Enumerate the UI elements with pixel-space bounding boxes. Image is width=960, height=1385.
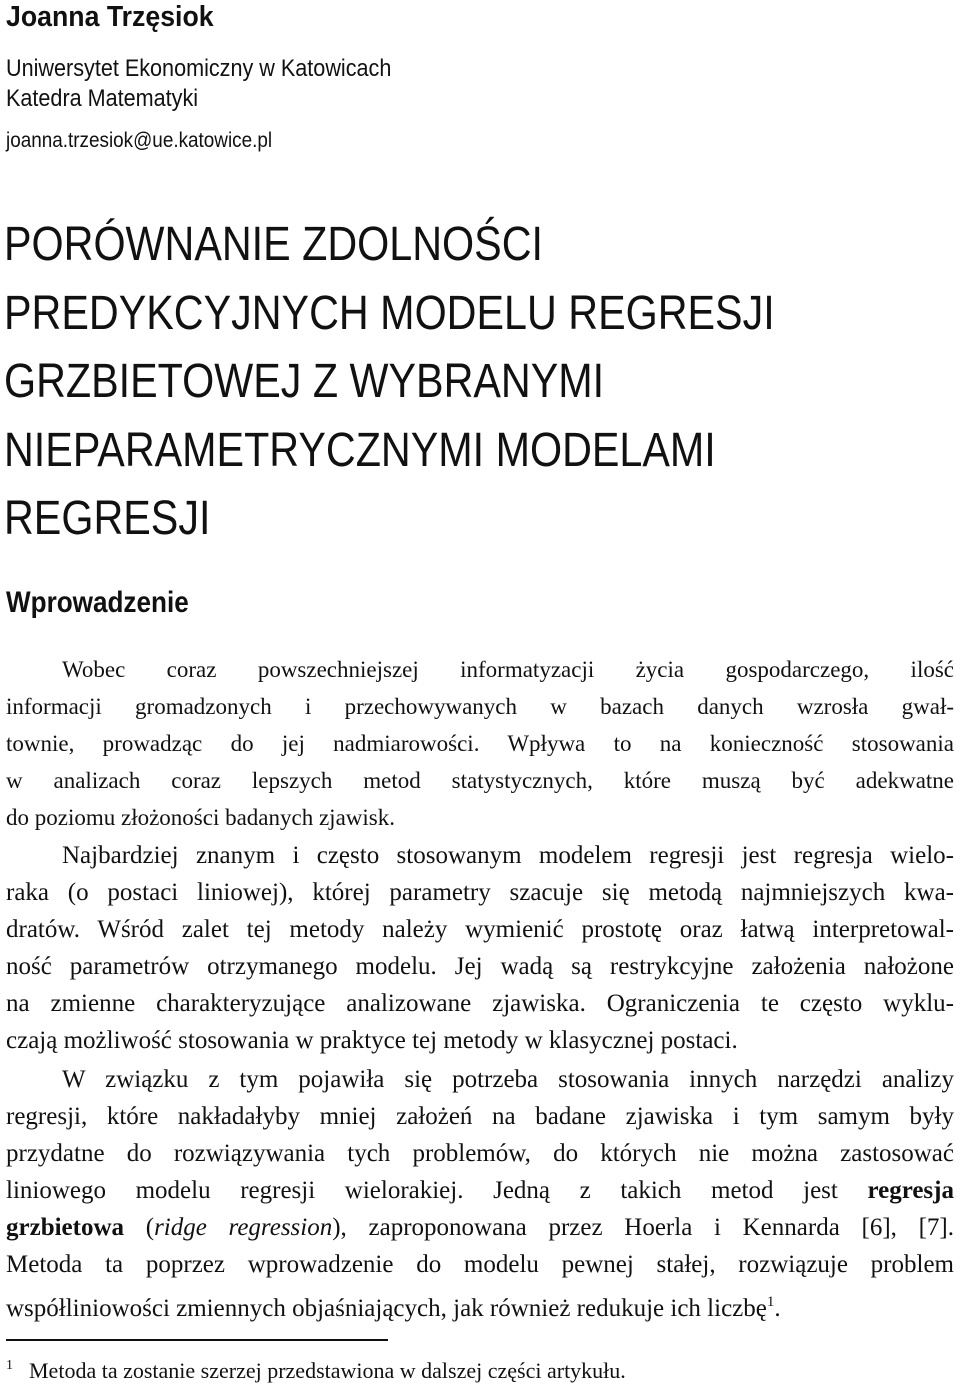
text-line [6,1176,954,1206]
text-line: czają możliwość stosowania w praktyce tej metody w klasycznej postaci. [6,1027,738,1054]
footnote-ref[interactable]: 1 [766,1294,775,1310]
text-line: townie, prowadząc do jej nadmiarowości. Wpływa to na konieczność stosowania [6,731,954,756]
text-line: regresji, które nakładałyby mniej założeń na badane zjawiska i tym samym były [6,1103,954,1130]
text-run: ), zaproponowana przez Hoerla i Kennarda [6], [7]. [332,1214,954,1241]
title-line: PORÓWNANIE ZDOLNOŚCI [4,218,543,271]
author-email[interactable]: joanna.trzesiok@ue.katowice.pl [6,129,273,152]
title-line: REGRESJI [4,492,211,545]
title-line: PREDYKCYJNYCH MODELU REGRESJI [4,286,775,340]
emphasis-term: regresja [867,1177,954,1204]
text-run: ( [124,1214,155,1241]
text-line: W związku z tym pojawiła się potrzeba stosowania innych narzędzi analizy [62,1066,954,1093]
footnote-divider [6,1339,388,1341]
text-line: na zmienne charakteryzujące analizowane zjawiska. Ograniczenia te często wyklu- [6,990,954,1017]
footnote [6,1352,626,1385]
text-line [6,1213,954,1243]
text-line: dratów. Wśród zalet tej metody należy wymienić prostotę oraz łatwą interpretowal- [6,916,954,943]
text-line: Metoda ta poprzez wprowadzenie do modelu pewnej stałej, rozwiązuje problem [6,1251,954,1278]
text-line: Wobec coraz powszechniejszej informatyzacji życia gospodarczego, ilość [62,657,954,682]
text-run: liniowego modelu regresji wielorakiej. Jedną z takich metod jest [6,1177,868,1204]
paper-title [4,211,864,554]
affiliation-university: Uniwersytet Ekonomiczny w Katowicach [6,55,392,82]
text-line: do poziomu złożoności badanych zjawisk. [6,805,395,830]
english-term: ridge regression [154,1214,333,1241]
footnote-text: Metoda ta zostanie szerzej przedstawiona w dalszej części artykułu. [29,1358,626,1383]
text-run: . [774,1295,781,1322]
title-line: NIEPARAMETRYCZNYMI MODELAMI [4,423,716,477]
section-heading: Wprowadzenie [6,586,189,619]
text-line: raka (o postaci liniowej), której parametry szacuje się metodą najmniejszych kwa- [6,879,954,906]
footnote-marker: 1 [6,1358,13,1373]
affiliation-department: Katedra Matematyki [6,85,199,112]
text-line: ność parametrów otrzymanego modelu. Jej wadą są restrykcyjne założenia nałożone [6,953,954,980]
author-name: Joanna Trzęsiok [6,1,214,33]
text-line [6,1287,954,1324]
emphasis-term: grzbietowa [6,1214,125,1241]
title-line: GRZBIETOWEJ Z WYBRANYMI [4,355,605,408]
text-run: współliniowości zmiennych objaśniających, jak również redukuje ich liczbę [6,1295,767,1322]
text-line: przydatne do rozwiązywania tych problemów, do których nie można zastosować [6,1140,954,1167]
text-line: Najbardziej znanym i często stosowanym modelem regresji jest regresja wielo- [62,842,954,869]
text-line: w analizach coraz lepszych metod statystycznych, które muszą być adekwatne [6,768,954,793]
text-line: informacji gromadzonych i przechowywanych w bazach danych wzrosła gwał- [6,694,954,719]
